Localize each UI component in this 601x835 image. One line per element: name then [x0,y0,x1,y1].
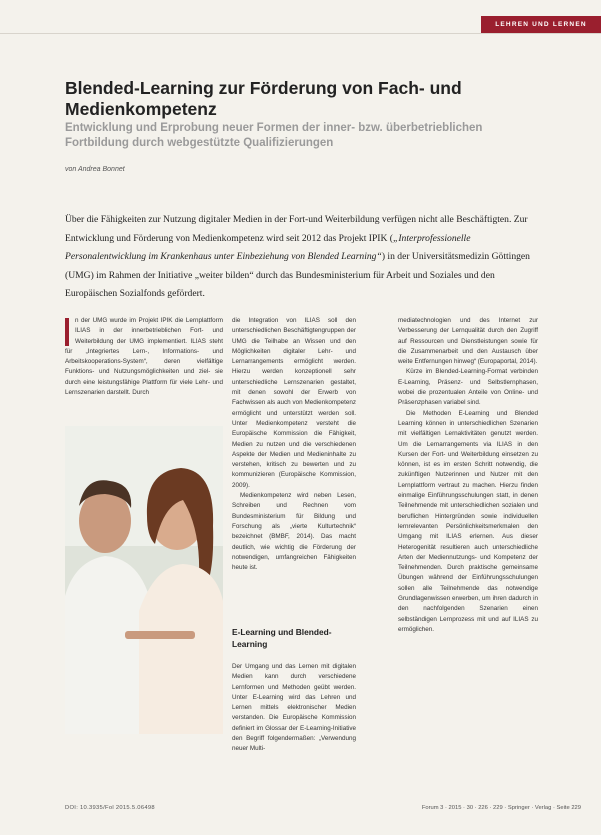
photo-people-image [65,426,223,734]
col3-paragraph-3: Die Methoden E-Learning und Blended Learning können in unterschiedlichen Szenarien mit vielfältigen Lernaktivitäten genutzt werden. Um die Lernarrangements via ILIAS in den Kursen der Fort- und Weiterbildung einsetzen zu können, ist es im ersten Schritt notwendig, die zukünftigen Nutzerinnen und Nutzer mit den Lernplattform vertraut zu machen. Hierzu finden einmalige Einführungsschulungen statt, in denen Teilnehmende mit unterschiedlichen sozialen und beruflichen Hintergründen sowie individuellen lernrelevanten Persönlichkeitsmerkmalen den Umgang mit ILIAS erlernen. Aus dieser Heterogenität resultieren auch unterschiedliche Arten der Mediennutzungs- und Kompetenz der Teilnehmenden. Durch praktische gemeinsame Übungen während der Einführungsschulungen sollen alle Teilnehmende das notwendige Grundlagenwissen erwerben, um ihren dadurch in den nachfolgenden Szenarien einen selbständigen Lernprozess mit und auf ILIAS zu ermöglichen. [398,409,538,633]
col2-paragraph-2: Medienkompetenz wird neben Lesen, Schreiben und Rechnen vom Bundesministerium für Bildung und Forschung als „vierte Kulturtechnik“ bezeichnet (BMBF, 2014). Das macht deutlich, wie wichtig die Förderung der notwendigen, umfangreichen Fähigkeiten heute ist. [232,492,356,572]
article-subtitle: Entwicklung und Erprobung neuer Formen der inner- bzw. überbetrieblichen Fortbildung durch webgestützte Qualifizierungen [65,122,483,149]
article-photo [65,426,223,734]
drop-cap-bar [65,318,69,346]
col2-paragraph-1: die Integration von ILIAS soll den unterschiedlichen Beschäftigtengruppen der UMG die Teilhabe an Wissen und den Möglichkeiten digitaler Lehr- und Lernarrangements ermöglicht werden. Hierzu werden konzeptionell sehr unterschiedliche Lernszenarien gestaltet, mit denen sowohl der Erwerb von Fachwissen als auch von Medienkompetenz ermöglicht und unterstützt werden soll. Unter Medienkompetenz versteht die Europäische Kommission die Fähigkeit, Medien zu nutzen und die verschiedenen Aspekte der Medien und Medieninhalte zu verstehen, kritisch zu bewerten und zu kommunizieren (Europäische Kommission, 2009). [232,317,356,489]
col3-paragraph-2: Kürze im Blended-Learning-Format verbinden E-Learning, Präsenz- und Selbstlernphasen, wobei die prozentualen Anteile von Online- und Präsenzphasen variabel sind. [398,368,538,407]
lead-text-2: ) in der Universitätsmedizin Göttingen (UMG) im Rahmen der Initiative „weiter bilden“ durch das Bundesministerium für Arbeit und Soziales und den Europäischen Sozialfonds gefördert. [65,251,530,299]
column-2-continued [232,662,356,755]
col3-paragraph-1: mediatechnologien und des Internet zur Verbesserung der Lernqualität durch den Zugriff auf Ressourcen und Dienstleistungen sowie für die Zusammenarbeit und den Austausch über weite Entfernungen hinweg“ (Europaportal, 2014). [398,317,538,366]
col1-paragraph-1: n der UMG wurde im Projekt IPIK die Lernplattform ILIAS in der innerbetrieblichen Fort- und Weiterbildung der UMG implementiert. ILIAS steht für „Integriertes Lern-, Informations- und Arbeitskooperations-System“, deren vielfältige Funktions- und Nutzungsmöglichkeiten und ziel- sie durch eine leistungsfähige Plattform für viele Lehr- und Lernszenarien darstellt. Durch [65,317,223,397]
author-byline: von Andrea Bonnet [65,166,125,173]
lead-paragraph [65,211,545,304]
column-1 [65,316,223,398]
section-subheading: E-Learning und Blended-Learning [232,627,332,649]
col2-paragraph-3: Der Umgang und das Lernen mit digitalen Medien kann durch verschiedene Lernformen und Methoden geübt werden. Unter E-Learning wird das Lehren und Lernen mittels elektronischer Medien verstanden. Die Europäische Kommission definiert im Glossar der E-Learning-Initiative den Begriff folgendermaßen: „Verwendung neuer Multi- [232,663,356,753]
column-3 [398,316,538,635]
column-2 [232,316,356,573]
lead-text-1: Über die Fähigkeiten zur Nutzung digitaler Medien in der Fort-und Weiterbildung verfügen nicht alle Beschäftigten. Zur Entwicklung und Förderung von Medienkompetenz wird seit 2012 das Projekt IPIK ( [65,214,528,244]
footer-citation: Forum 3 · 2015 · 30 · 226 · 229 · Springer · Verlag · Seite 229 [421,805,581,811]
section-tag: LEHREN UND LERNEN [481,16,601,33]
footer-doi: DOI: 10.3935/Fol 2015.5.06498 [65,805,155,811]
article-title: Blended-Learning zur Förderung von Fach- und Medienkompetenz [65,78,462,119]
lead-project-title: „Interprofessionelle Personalentwicklung im Krankenhaus unter Einbeziehung von Blended Learning“ [65,232,471,262]
top-bar [0,0,601,34]
